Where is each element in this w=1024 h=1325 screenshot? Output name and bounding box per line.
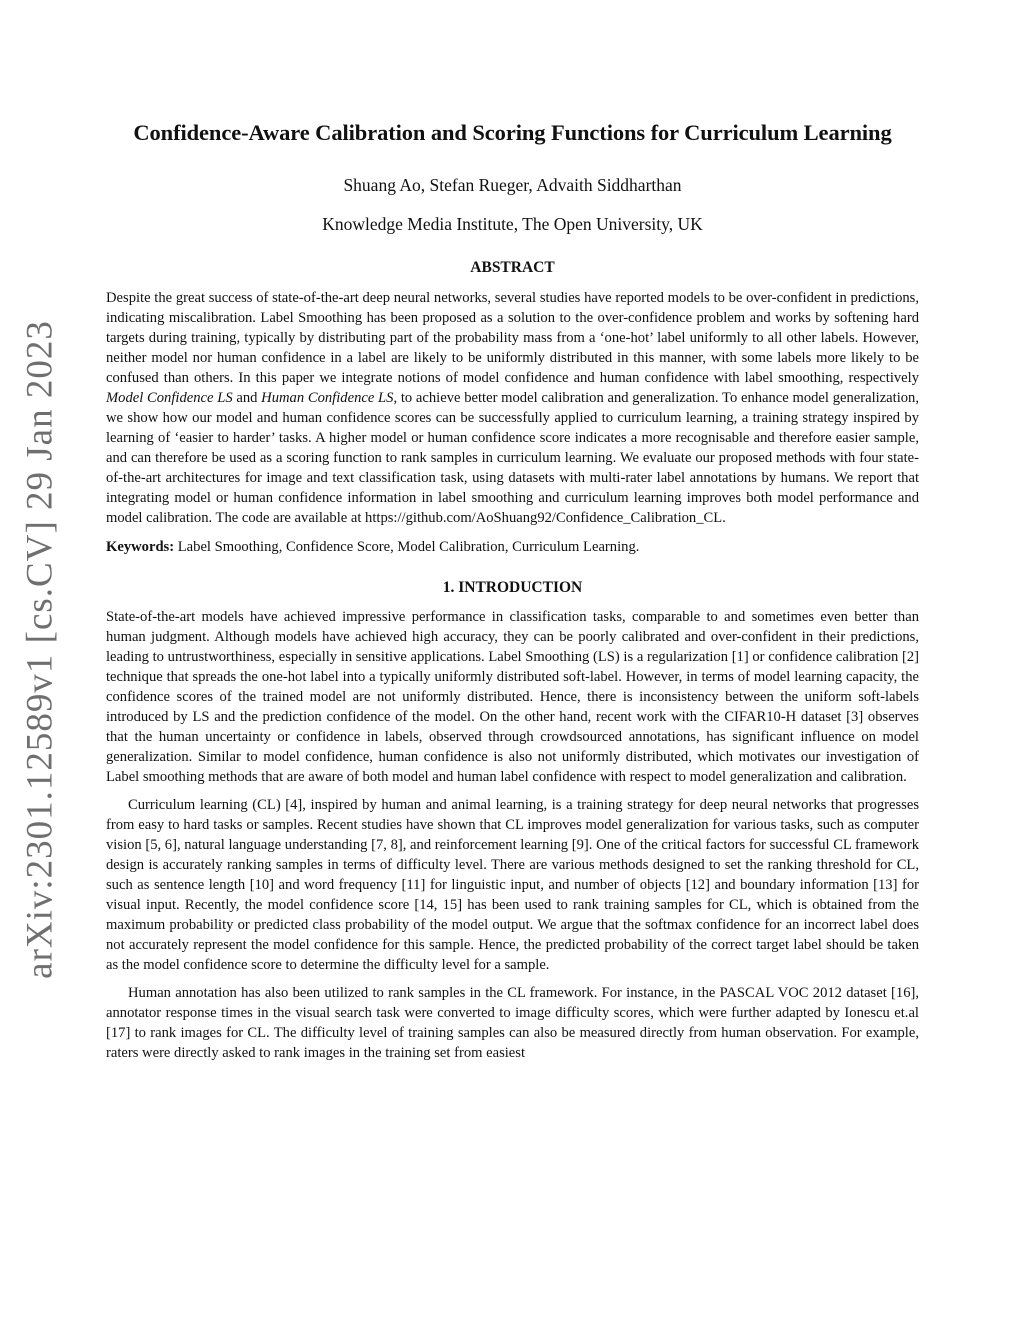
abstract-heading: ABSTRACT bbox=[470, 259, 555, 277]
introduction-paragraph: Human annotation has also been utilized to rank samples in the CL framework. For instance, in the PASCAL VOC 2012 dataset [16], annotator response times in the visual search task were converted to image difficulty scores, which were further adapted by Ionescu et.al [17] to rank images for CL. The difficulty level of training samples can also be measured directly from human observation. For example, raters were directly asked to rank images in the training set from easiest bbox=[106, 985, 919, 1062]
author-list: Shuang Ao, Stefan Rueger, Advaith Siddharthan bbox=[343, 175, 682, 196]
abstract-text-part-1: Despite the great success of state-of-the-art deep neural networks, several studies have reported models to be over-confident in predictions, indicating miscalibration. Label Smoothing has been proposed as a solution to the over-confidence problem and works by softening hard targets during training, typically by distributing part of the probability mass from a ‘one-hot’ label uniformly to all other labels. However, neither model nor human confidence in a label are likely to be uniformly distributed in this manner, with some labels more likely to be confused than others. In this paper we integrate notions of model confidence and human confidence with label smoothing, respectively bbox=[106, 289, 919, 386]
introduction-heading: 1. INTRODUCTION bbox=[442, 578, 583, 596]
human-confidence-ls-term: Human Confidence LS bbox=[261, 389, 394, 406]
abstract-text bbox=[106, 288, 919, 528]
paper-title: Confidence-Aware Calibration and Scoring Functions for Curriculum Learning bbox=[133, 120, 892, 145]
keywords-label: Keywords: bbox=[106, 538, 175, 555]
paper-page bbox=[106, 118, 919, 1063]
introduction-paragraph: State-of-the-art models have achieved impressive performance in classification tasks, comparable to and sometimes even better than human judgment. Although models have achieved high accuracy, they can be poorly calibrated and over-confident in their predictions, leading to untrustworthiness, especially in sensitive applications. Label Smoothing (LS) is a regularization [1] or confidence calibration [2] technique that spreads the one-hot label into a typically uniformly distributed soft-label. However, in terms of model learning capacity, the confidence scores of the trained model are not uniformly distributed. Hence, there is inconsistency between the uniform soft-labels introduced by LS and the prediction confidence of the model. On the other hand, recent work with the CIFAR10-H dataset [3] observes that the human uncertainty or confidence in labels, observed through crowdsourced annotations, has significant influence on model generalization. Similar to model confidence, human confidence is also not uniformly distributed, which motivates our investigation of Label smoothing methods that are aware of both model and human label confidence with respect to model generalization and calibration. bbox=[106, 609, 919, 786]
affiliation: Knowledge Media Institute, The Open University, UK bbox=[322, 214, 703, 235]
abstract-text-part-3: , to achieve better model calibration and generalization. To enhance model generalization, we show how our model and human confidence scores can be successfully applied to curriculum learning, a training strategy inspired by learning of ‘easier to harder’ tasks. A higher model or human confidence score indicates a more recognisable and therefore easier sample, and can therefore be used as a scoring function to rank samples in curriculum learning. We evaluate our proposed methods with four state-of-the-art architectures for image and text classification task, using datasets with multi-rater label annotations by humans. We report that integrating model or human confidence information in label smoothing and curriculum learning improves both model performance and model calibration. The code are available at https://github.com/AoShuang92/Confidence_Calibration_CL. bbox=[106, 389, 919, 526]
arxiv-identifier: arXiv:2301.12589v1 [cs.CV] 29 Jan 2023 bbox=[19, 320, 61, 979]
model-confidence-ls-term: Model Confidence LS bbox=[106, 389, 233, 406]
abstract-text-part-2: and bbox=[232, 389, 262, 406]
keywords-line bbox=[106, 537, 919, 557]
introduction-paragraph: Curriculum learning (CL) [4], inspired by human and animal learning, is a training strategy for deep neural networks that progresses from easy to hard tasks or samples. Recent studies have shown that CL improves model generalization for various tasks, such as computer vision [5, 6], natural language understanding [7, 8], and reinforcement learning [9]. One of the critical factors for successful CL framework design is accurately ranking samples in terms of difficulty level. There are various methods designed to set the ranking threshold for CL, such as sentence length [10] and word frequency [11] for linguistic input, and number of objects [12] and boundary information [13] for visual input. Recently, the model confidence score [14, 15] has been used to rank training samples for CL, which is obtained from the maximum probability or predicted class probability of the model output. We argue that the softmax confidence for an incorrect label does not accurately represent the model confidence for this sample. Hence, the predicted probability of the correct target label should be taken as the model confidence score to determine the difficulty level for a sample. bbox=[106, 797, 919, 974]
keywords-text: Label Smoothing, Confidence Score, Model Calibration, Curriculum Learning. bbox=[174, 538, 640, 555]
